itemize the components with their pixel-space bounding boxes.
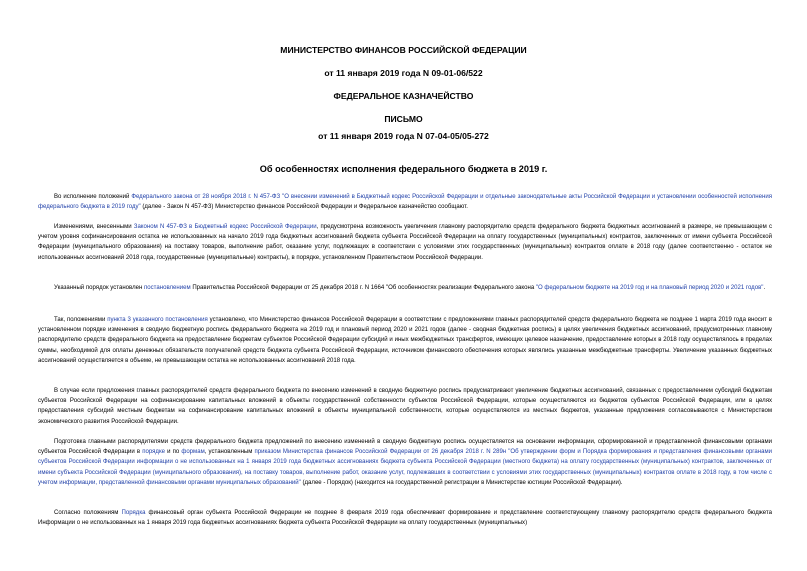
- document-type: ПИСЬМО: [384, 114, 423, 124]
- paragraph-7: Согласно положениям Порядка финансовый орган субъекта Российской Федерации не позднее 8 февраля 2019 года обеспечивает формирование и представление соответствующему главному распорядителю средств федерального бюджета Информации о не использованных на 1 января 2019 года бюджетных ассигнованиях бюджета субъекта Российской Федерации на оплату государственных (муниципальных): [38, 510, 772, 527]
- paragraph-1: Во исполнение положений Федерального закона от 28 ноября 2018 г. N 457-ФЗ "О внесении изменений в Бюджетный кодекс Российской Федерации и отдельные законодательные акты Российской Федерации и установлении особенностей исполнения федерального бюджета в 2019 году" (далее - Закон N 457-ФЗ) Министерство финансов Российской Федерации и Федеральное казначейство сообщают.: [38, 194, 772, 211]
- federal-law-457-link[interactable]: Федерального закона от 28 ноября 2018 г. N 457-ФЗ "О внесении изменений в Бюджетный кодекс Российской Федерации и отдельные законодательные акты Российской Федерации и установлении особенностей исполнения федерального бюджета в 2019 году": [38, 194, 772, 211]
- law-457-budget-code-link[interactable]: Законом N 457-ФЗ в Бюджетный кодекс Российской Федерации: [133, 224, 317, 230]
- paragraph-5: В случае если предложения главных распорядителей средств федерального бюджета по внесению изменений в сводную бюджетную роспись предусматривают увеличение бюджетных ассигнований, связанных с предоставлением субсидий бюджетам субъектов Российской Федерации на софинансирование капитальных вложений в объекты государственной собственности субъектов Российской Федерации, которые осуществляются из бюджетов субъектов Российской Федерации, или в целях предоставления субсидий местным бюджетам на софинансирование капитальных вложений в объекты муниципальной собственности, которые осуществляются из местных бюджетов, указанные предложения согласовываются с Министерством экономического развития Российской Федерации.: [38, 388, 772, 425]
- minfin-order-289n-link[interactable]: приказом Министерства финансов Российской Федерации от 26 декабря 2018 г. N 289н "Об утверждении форм и Порядка формирования и представления финансовыми органами субъектов Российской Федерации информации о не использованных на 1 января 2019 года бюджетных ассигнованиях бюджета субъекта Российской Федерации (местного бюджета) на оплату государственных (муниципальных) контрактов, заключенных от имени субъекта Российской Федерации (муниципального образования), на поставку товаров, выполнение работ, оказание услуг, подлежавших в соответствии с условиями этих государственных (муниципальных) контрактов оплате в 2018 году, в том числе с учетом информации, представленной финансовыми органами муниципальных образований": [38, 449, 772, 486]
- decree-clause-3-link[interactable]: пункта 3 указанного постановления: [107, 317, 208, 323]
- procedure-link[interactable]: порядке: [142, 449, 166, 456]
- treasury-letter-date: от 11 января 2019 года N 07-04-05/05-272: [318, 131, 489, 141]
- government-decree-link[interactable]: постановлением: [144, 285, 191, 291]
- treasury-heading: ФЕДЕРАЛЬНОЕ КАЗНАЧЕЙСТВО: [333, 91, 474, 101]
- paragraph-2: Изменениями, внесенными Законом N 457-ФЗ в Бюджетный кодекс Российской Федерации, предусмотрена возможность увеличения главному распорядителю средств федерального бюджета бюджетных ассигнований в размере, не превышающем с учетом уровня софинансирования остатка не использованных на начало 2019 года бюджетных ассигнований бюджета субъекта Российской Федерации на оплату государственных (муниципальных) контрактов, заключенных от имени субъекта Российской Федерации (муниципального образования) на поставку товаров, выполнение работ, оказание услуг, подлежащих в соответствии с условиями этих государственных (муниципальных) контрактов оплате в 2018 году (далее соответственно - остаток не использованных ассигнований 2018 года, государственные (муниципальные) контракты), в порядке, установленном Правительством Российской Федерации.: [38, 224, 772, 261]
- ministry-letter-date: от 11 января 2019 года N 09-01-06/522: [324, 68, 483, 78]
- ministry-heading: МИНИСТЕРСТВО ФИНАНСОВ РОССИЙСКОЙ ФЕДЕРАЦИИ: [280, 45, 527, 55]
- document-title: Об особенностях исполнения федерального бюджета в 2019 г.: [259, 164, 548, 174]
- federal-budget-law-link[interactable]: "О федеральном бюджете на 2019 год и на плановый период 2020 и 2021 годов": [535, 285, 764, 291]
- paragraph-3: Указанный порядок установлен постановлением Правительства Российской Федерации от 25 декабря 2018 г. N 1664 "Об особенностях реализации Федерального закона "О федеральном бюджете на 2019 год и на плановый период 2020 и 2021 годов".: [54, 285, 766, 291]
- procedure-reference-link[interactable]: Порядка: [121, 510, 146, 516]
- forms-link[interactable]: формам: [181, 449, 205, 456]
- paragraph-6: Подготовка главными распорядителями средств федерального бюджета предложений по внесению изменений в сводную бюджетную роспись осуществляется на основании информации, сформированной и представленной финансовыми органами субъектов Российской Федерации в порядке и по формам, установленным приказом Министерства финансов Российской Федерации от 26 декабря 2018 г. N 289н "Об утверждении форм и Порядка формирования и представления финансовыми органами субъектов Российской Федерации информации о не использованных на 1 января 2019 года бюджетных ассигнованиях бюджета субъекта Российской Федерации (местного бюджета) на оплату государственных (муниципальных) контрактов, заключенных от имени субъекта Российской Федерации (муниципального образования), на поставку товаров, выполнение работ, оказание услуг, подлежавших в соответствии с условиями этих государственных (муниципальных) контрактов оплате в 2018 году, в том числе с учетом информации, представленной финансовыми органами муниципальных образований" (далее - Порядок) (находится на государственной регистрации в Министерстве юстиции Российской Федерации).: [38, 439, 772, 486]
- paragraph-4: Так, положениями пункта 3 указанного постановления установлено, что Министерство финансов Российской Федерации в соответствии с предложениями главных распорядителей средств федерального бюджета не позднее 1 марта 2019 года вносит в установленном порядке изменения в сводную бюджетную роспись федерального бюджета на 2019 год и плановый период 2020 и 2021 годов (далее - сводная бюджетная роспись) в целях увеличения бюджетных ассигнований, предусмотренных главному распорядителю средств федерального бюджета на предоставление бюджетам субъектов Российской Федерации субсидий и иных межбюджетных трансфертов, имеющих целевое назначение, предоставление которых в 2018 году осуществлялось в пределах суммы, необходимой для оплаты денежных обязательств получателей средств бюджета субъекта Российской Федерации, источником финансового обеспечения которых являлись указанные межбюджетные трансферты. Увеличение указанных бюджетных ассигнований осуществляется в объеме, не превышающем остатка не использованных ассигнований 2018 года.: [38, 317, 772, 364]
